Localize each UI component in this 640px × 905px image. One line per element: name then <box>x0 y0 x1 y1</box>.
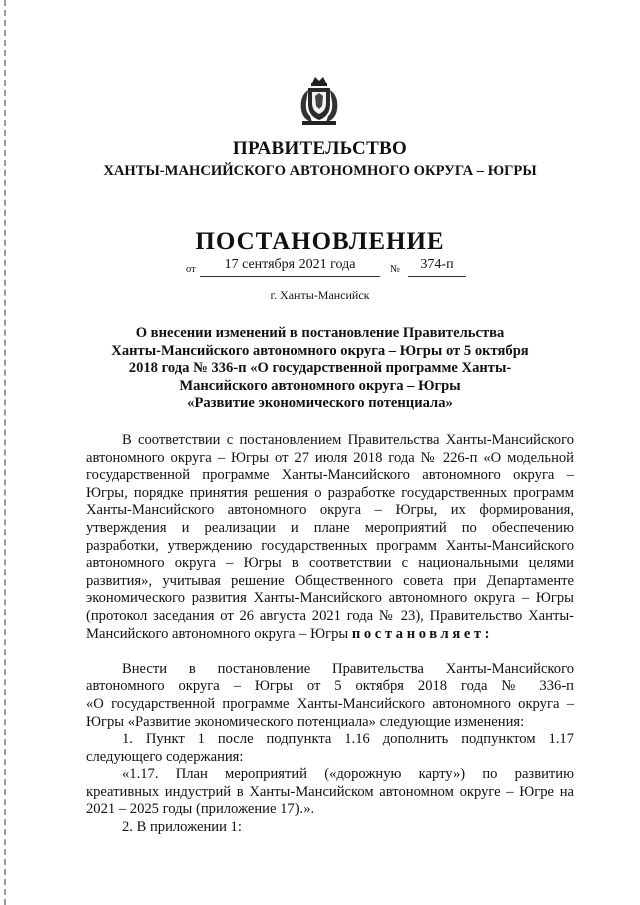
document-number: 374-п <box>420 257 454 272</box>
number-underline <box>408 276 466 277</box>
body-line <box>86 626 574 644</box>
body-line: автономного округа – Югры от 5 октября 2018 года № 336-п <box>86 678 574 695</box>
body-line: (протокол заседания от 26 августа 2021 года № 23), Правительство Ханты- <box>86 607 574 624</box>
body-line: экономического развития Ханты-Мансийского автономного округа – Югры <box>86 590 574 607</box>
scan-edge-left <box>4 0 6 905</box>
body-line: развития», учитывая решение Общественного совета при Департаменте <box>86 572 574 589</box>
body-line: креативных индустрий в Ханты-Мансийском автономном округе – Югре на <box>86 783 574 800</box>
document-date: 17 сентября 2021 года <box>224 257 356 272</box>
body-line: «О государственной программе Ханты-Мансийского автономного округа – <box>86 695 574 712</box>
document-subject <box>90 325 550 413</box>
subject-line: О внесении изменений в постановление Правительства <box>135 325 505 341</box>
body-line: Внести в постановление Правительства Ханты-Мансийского <box>122 660 574 677</box>
body-line: разработки, утверждению государственных программ Ханты-Мансийского <box>86 537 574 554</box>
subject-line: «Развитие экономического потенциала» <box>187 395 453 412</box>
body-line: утверждения и реализации и плане мероприятий по обеспечению <box>86 519 574 536</box>
body-text-fragment: Мансийского автономного округа – Югры <box>86 625 349 642</box>
body-line: Югры «Развитие экономического потенциала» следующие изменения: <box>86 713 525 730</box>
date-number-row <box>186 257 486 281</box>
document-type: ПОСТАНОВЛЕНИЕ <box>195 228 445 255</box>
body-line: Ханты-Мансийского автономного округа – Югры, их формирования, <box>86 502 574 519</box>
region-title: ХАНТЫ-МАНСИЙСКОГО АВТОНОМНОГО ОКРУГА – ЮГРЫ <box>103 163 537 179</box>
body-line: государственной программе Ханты-Мансийского автономного округа – <box>86 467 574 484</box>
government-title: ПРАВИТЕЛЬСТВО <box>232 138 408 159</box>
coat-of-arms-icon <box>296 74 342 126</box>
document-body <box>86 432 574 837</box>
body-line: «1.17. План мероприятий («дорожную карту») по развитию <box>122 766 574 783</box>
from-label: от <box>186 264 196 275</box>
subject-line: Мансийского автономного округа – Югры <box>179 377 461 394</box>
body-line: автономного округа – Югры от 27 июля 2018 года № 226-п «О модельной <box>86 449 574 466</box>
date-underline <box>200 276 380 277</box>
body-line: следующего содержания: <box>86 748 244 765</box>
body-line: 1. Пункт 1 после подпункта 1.16 дополнить подпунктом 1.17 <box>122 731 574 748</box>
body-line: В соответствии с постановлением Правительства Ханты-Мансийского <box>122 432 574 448</box>
body-line: 2021 – 2025 годы (приложение 17).». <box>86 801 315 818</box>
body-line: 2. В приложении 1: <box>122 819 242 836</box>
city: г. Ханты-Мансийск <box>270 288 370 302</box>
subject-line: 2018 года № 336-п «О государственной программе Ханты- <box>128 360 512 377</box>
body-line: автономного округа – Югры в соответствии с национальными целями <box>86 555 574 572</box>
body-line: Югры, порядке принятия решения о разработке государственных программ <box>86 484 574 501</box>
paragraph-gap <box>86 643 574 661</box>
subject-line: Ханты-Мансийского автономного округа – Югры от 5 октября <box>111 342 529 359</box>
number-label: № <box>390 264 401 275</box>
resolution-word: постановляет: <box>351 625 494 642</box>
